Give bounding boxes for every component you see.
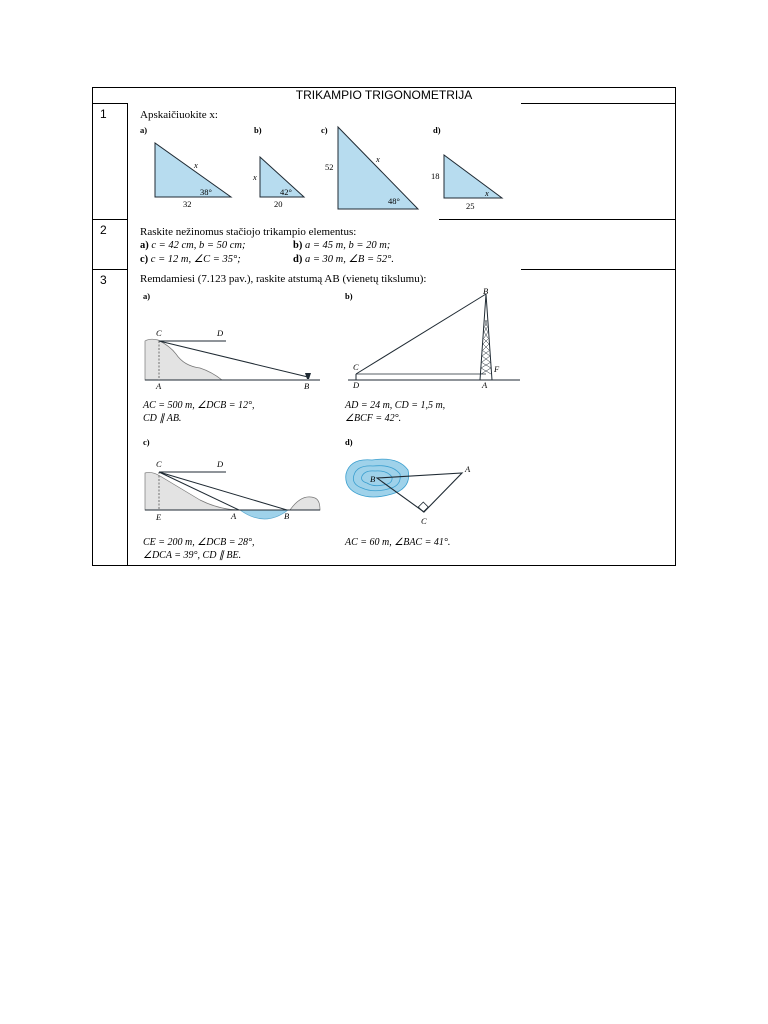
cliff-a [145, 339, 222, 380]
task2-c [140, 253, 241, 265]
task3-a-line2: CD ∥ AB. [143, 413, 182, 424]
point-c-d: C [421, 516, 427, 526]
hill-right [290, 497, 320, 510]
row-divider [521, 103, 676, 104]
task1-instruction: Apskaičiuokite x: [140, 109, 218, 121]
task2-instruction: Raskite nežinomus stačiojo trikampio elementus: [140, 226, 357, 238]
row-divider [521, 269, 676, 270]
worksheet-title: TRIKAMPIO TRIGONOMETRIJA [295, 88, 473, 102]
task1-c-side: 52 [325, 162, 334, 172]
task3-b-label: b) [345, 291, 353, 301]
point-c-b: C [353, 362, 359, 372]
task2-b-text: a = 45 m, b = 20 m; [304, 240, 391, 251]
row-divider [439, 219, 676, 220]
task2-d [293, 253, 394, 265]
task1-a-side: 32 [183, 199, 192, 209]
task3-a-label: a) [143, 291, 151, 301]
task1-d-side1: 18 [431, 171, 440, 181]
water [240, 510, 288, 519]
task1-figures [140, 122, 520, 214]
task1-a-x: x [194, 160, 198, 170]
task1-c-angle: 48° [388, 196, 400, 206]
task1-c-x: x [376, 154, 380, 164]
point-f-b: F [494, 364, 500, 374]
row-divider [93, 219, 128, 220]
point-b-d: B [370, 474, 376, 484]
task3-a-line1: AC = 500 m, ∠DCB = 12°, [143, 400, 255, 411]
point-d-a: D [217, 328, 224, 338]
task2-c-label: c) [140, 254, 149, 265]
triangle-a [155, 143, 231, 197]
task2-b-label: b) [293, 240, 303, 251]
task3-d-line1: AC = 60 m, ∠BAC = 41°. [345, 537, 451, 548]
line-cb-b [356, 294, 486, 374]
task1-d-label: d) [433, 125, 441, 135]
row-number-1: 1 [100, 107, 107, 121]
task2-a-label: a) [140, 240, 149, 251]
number-column-divider [127, 103, 128, 565]
tower [480, 294, 492, 380]
row-number-2: 2 [100, 223, 107, 237]
task3-c-line1: CE = 200 m, ∠DCB = 28°, [143, 537, 255, 548]
triangle-c [338, 127, 418, 209]
task2-d-label: d) [293, 254, 303, 265]
task1-d-side2: 25 [466, 201, 475, 211]
task1-a-angle: 38° [200, 187, 212, 197]
task1-b-side: 20 [274, 199, 283, 209]
point-c-c: C [156, 459, 162, 469]
point-c-a: C [156, 328, 162, 338]
point-e-c: E [156, 512, 162, 522]
point-b-c: B [284, 511, 290, 521]
task2-b [293, 240, 390, 251]
task3-instruction: Remdamiesi (7.123 pav.), raskite atstumą AB (vienetų tikslumu): [140, 273, 427, 285]
task2-a-text: c = 42 cm, b = 50 cm; [151, 240, 246, 251]
row-number-3: 3 [100, 273, 107, 287]
triangle-d [444, 155, 502, 198]
task3-b-line2: ∠BCF = 42°. [345, 413, 402, 424]
task3-c-line2: ∠DCA = 39°, CD ∥ BE. [143, 550, 242, 561]
task2-c-text: c = 12 m, ∠C = 35°; [150, 254, 241, 265]
point-a-a: A [156, 381, 162, 391]
task2-d-text: a = 30 m, ∠B = 52°. [304, 254, 394, 265]
point-d-b: D [353, 380, 360, 390]
task1-a-label: a) [140, 125, 148, 135]
task3-d-label: d) [345, 437, 353, 447]
task1-b-angle: 42° [280, 187, 292, 197]
task1-c-label: c) [321, 125, 328, 135]
task1-b-label: b) [254, 125, 262, 135]
task3-figures [140, 288, 520, 564]
task2-a [140, 240, 245, 251]
task3-b-line1: AD = 24 m, CD = 1,5 m, [345, 400, 446, 411]
point-d-c: D [217, 459, 224, 469]
point-b-a: B [304, 381, 310, 391]
right-angle-mark [418, 502, 428, 512]
task1-b-x: x [253, 172, 257, 182]
task1-d-x: x [485, 188, 489, 198]
row-divider [93, 269, 128, 270]
row-divider [93, 103, 128, 104]
point-a-b: A [482, 380, 488, 390]
point-a-d: A [465, 464, 471, 474]
task3-c-label: c) [143, 437, 150, 447]
point-b-b: B [483, 288, 489, 296]
point-a-c: A [231, 511, 237, 521]
